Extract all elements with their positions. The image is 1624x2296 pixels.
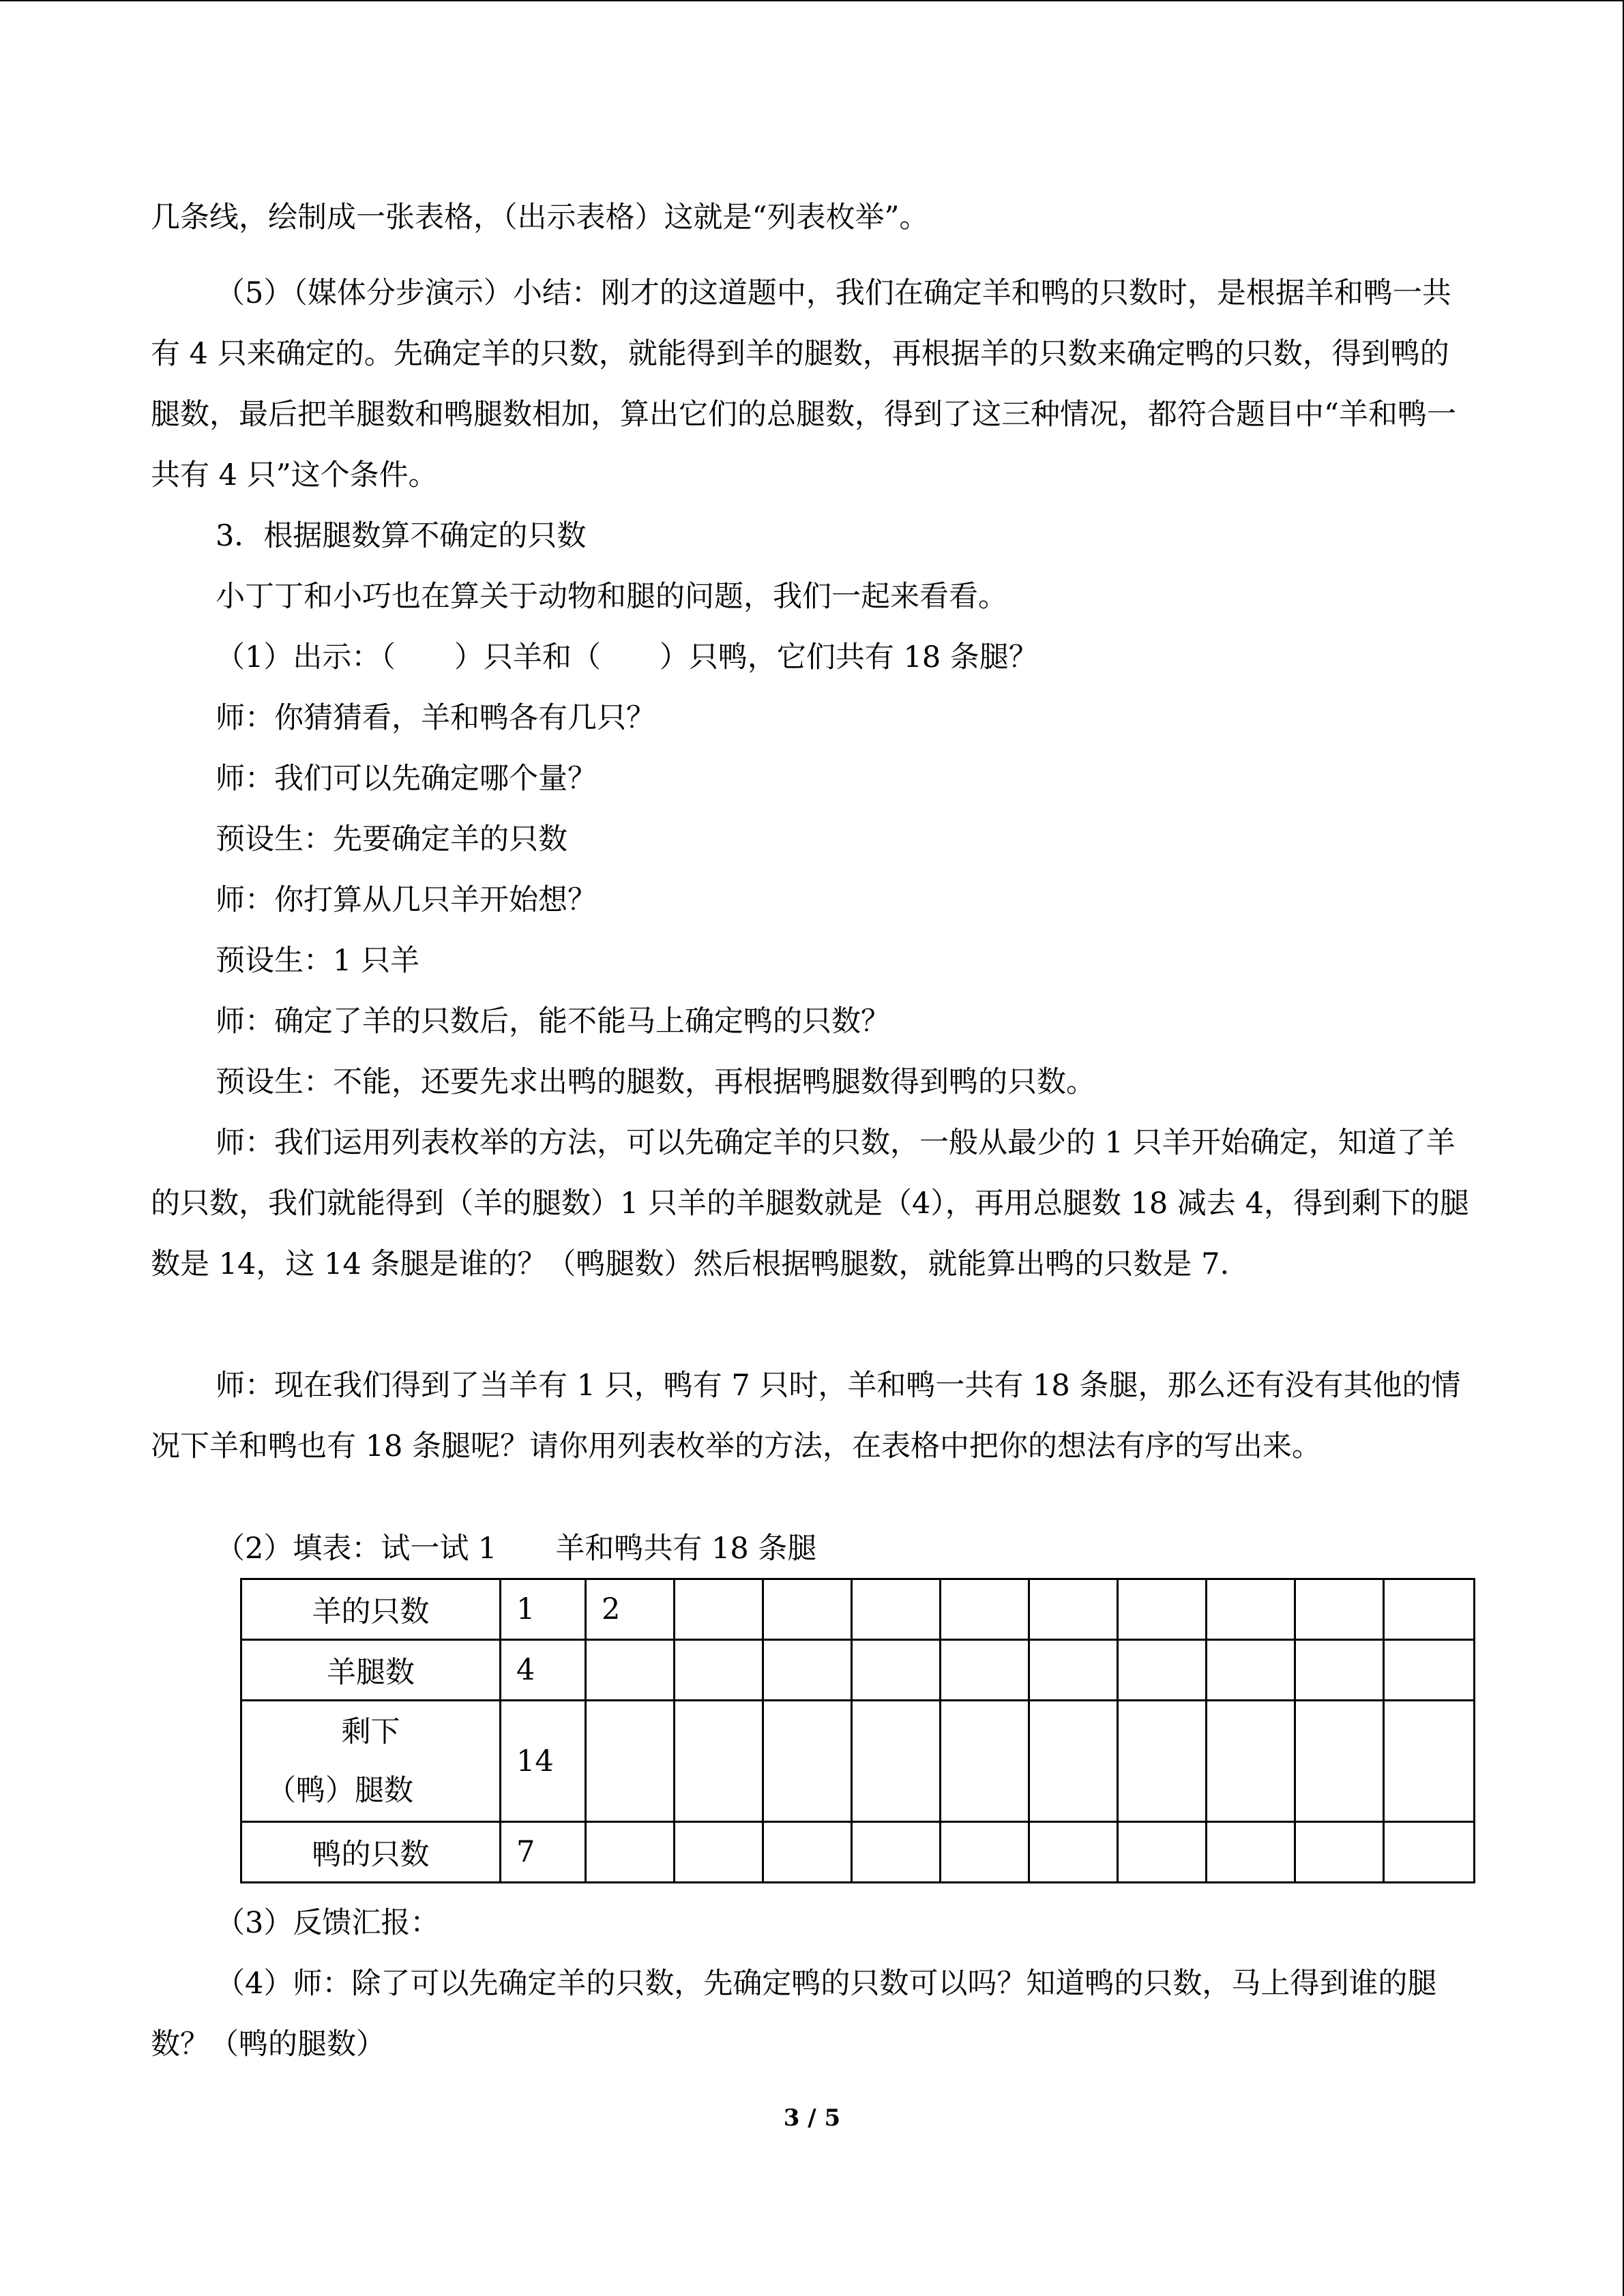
paragraph-student-a1: 预设生：先要确定羊的只数 xyxy=(216,822,567,856)
paragraph-student-a3: 预设生：不能，还要先求出鸭的腿数，再根据鸭腿数得到鸭的只数。 xyxy=(216,1065,1095,1099)
paragraph-problem: （1）出示：（ ）只羊和（ ）只鸭，它们共有 18 条腿？ xyxy=(216,640,1038,674)
paragraph-continuation: 几条线，绘制成一张表格，（出示表格）这就是“列表枚举”。 xyxy=(151,200,929,235)
table-cell xyxy=(586,1822,675,1883)
table-cell xyxy=(852,1822,941,1883)
paragraph-teacher-q5: （4）师：除了可以先确定羊的只数，先确定鸭的只数可以吗？知道鸭的只数，马上得到谁的腿数？（鸭的腿数） xyxy=(151,1967,1437,2061)
paragraph-teacher-q4: 师：确定了羊的只数后，能不能马上确定鸭的只数？ xyxy=(216,1004,890,1039)
paragraph-summary: （5）（媒体分步演示）小结：刚才的这道题中，我们在确定羊和鸭的只数时，是根据羊和鸭一共有 4 只来确定的。先确定羊的只数，就能得到羊的腿数，再根据羊的只数来确定鸭的只数，得到鸭的腿数，最后把羊腿数和鸭腿数相加，算出它们的总腿数，得到了这三种情况，都符合题目中“羊和鸭一共有 4 只”这个条件。 xyxy=(151,276,1456,492)
table-cell xyxy=(1207,1822,1295,1883)
table-cell xyxy=(1029,1640,1118,1701)
table-cell xyxy=(852,1579,941,1640)
table-cell xyxy=(1029,1579,1118,1640)
paragraph-teacher-task: 师：现在我们得到了当羊有 1 只，鸭有 7 只时，羊和鸭一共有 18 条腿，那么还有没有其他的情况下羊和鸭也有 18 条腿呢？请你用列表枚举的方法，在表格中把你的想法有序的写出来。 xyxy=(151,1369,1461,1463)
paragraph-feedback: （3）反馈汇报： xyxy=(216,1906,440,1940)
table-cell xyxy=(763,1822,852,1883)
table-cell xyxy=(1384,1701,1475,1822)
table-cell xyxy=(1295,1701,1384,1822)
table-cell xyxy=(852,1640,941,1701)
row-header: 鸭的只数 xyxy=(241,1822,501,1883)
table-cell xyxy=(675,1640,763,1701)
table-cell xyxy=(1295,1822,1384,1883)
table-cell xyxy=(1118,1822,1207,1883)
row-header: 羊的只数 xyxy=(241,1579,501,1640)
table-cell xyxy=(763,1701,852,1822)
page-number: 3 / 5 xyxy=(783,2104,841,2132)
enumeration-table xyxy=(240,1578,1475,1883)
paragraph-teacher-q3: 师：你打算从几只羊开始想？ xyxy=(216,883,597,917)
table-cell xyxy=(941,1701,1029,1822)
table-cell xyxy=(1118,1701,1207,1822)
table-cell xyxy=(675,1579,763,1640)
row-header-line2: （鸭）腿数 xyxy=(267,1773,413,1808)
table-cell xyxy=(1207,1579,1295,1640)
table-cell xyxy=(1295,1640,1384,1701)
row-header xyxy=(241,1701,501,1822)
table-cell xyxy=(1295,1579,1384,1640)
section-heading: 3．根据腿数算不确定的只数 xyxy=(216,519,587,553)
table-caption: （2）填表：试一试 1 羊和鸭共有 18 条腿 xyxy=(216,1532,817,1566)
table-cell xyxy=(852,1701,941,1822)
row-header: 羊腿数 xyxy=(241,1640,501,1701)
table-cell xyxy=(1118,1640,1207,1701)
row-header-line1: 剩下 xyxy=(341,1714,400,1749)
table-cell: 4 xyxy=(501,1640,586,1701)
table-cell xyxy=(1118,1579,1207,1640)
table-cell xyxy=(1384,1640,1475,1701)
table-cell xyxy=(1029,1701,1118,1822)
paragraph-teacher-q2: 师：我们可以先确定哪个量？ xyxy=(216,762,597,796)
table-cell xyxy=(586,1640,675,1701)
table-cell xyxy=(941,1579,1029,1640)
table-cell xyxy=(1384,1822,1475,1883)
table-row-sheep-count xyxy=(241,1579,1475,1640)
table-cell: 2 xyxy=(586,1579,675,1640)
table-cell: 7 xyxy=(501,1822,586,1883)
table-cell xyxy=(941,1640,1029,1701)
table-cell xyxy=(675,1701,763,1822)
table-cell: 14 xyxy=(501,1701,586,1822)
paragraph-teacher-q1: 师：你猜猜看，羊和鸭各有几只？ xyxy=(216,701,655,735)
paragraph-intro: 小丁丁和小巧也在算关于动物和腿的问题，我们一起来看看。 xyxy=(216,580,1007,614)
table-cell xyxy=(1029,1822,1118,1883)
table-row-remaining-legs xyxy=(241,1701,1475,1822)
table-cell xyxy=(586,1701,675,1822)
paragraph-student-a2: 预设生：1 只羊 xyxy=(216,944,420,978)
table-cell xyxy=(941,1822,1029,1883)
table-cell xyxy=(1207,1701,1295,1822)
table-cell xyxy=(1207,1640,1295,1701)
table-row-sheep-legs xyxy=(241,1640,1475,1701)
table-cell: 1 xyxy=(501,1579,586,1640)
table-row-duck-count xyxy=(241,1822,1475,1883)
table-cell xyxy=(763,1640,852,1701)
table-cell xyxy=(763,1579,852,1640)
paragraph-teacher-explain: 师：我们运用列表枚举的方法，可以先确定羊的只数，一般从最少的 1 只羊开始确定，知道了羊的只数，我们就能得到（羊的腿数）1 只羊的羊腿数就是（4），再用总腿数 18 减去 4，得到剩下的腿数是 14，这 14 条腿是谁的？（鸭腿数）然后根据鸭腿数，就能算出鸭的只数是 7. xyxy=(151,1126,1469,1281)
table-cell xyxy=(675,1822,763,1883)
table-cell xyxy=(1384,1579,1475,1640)
